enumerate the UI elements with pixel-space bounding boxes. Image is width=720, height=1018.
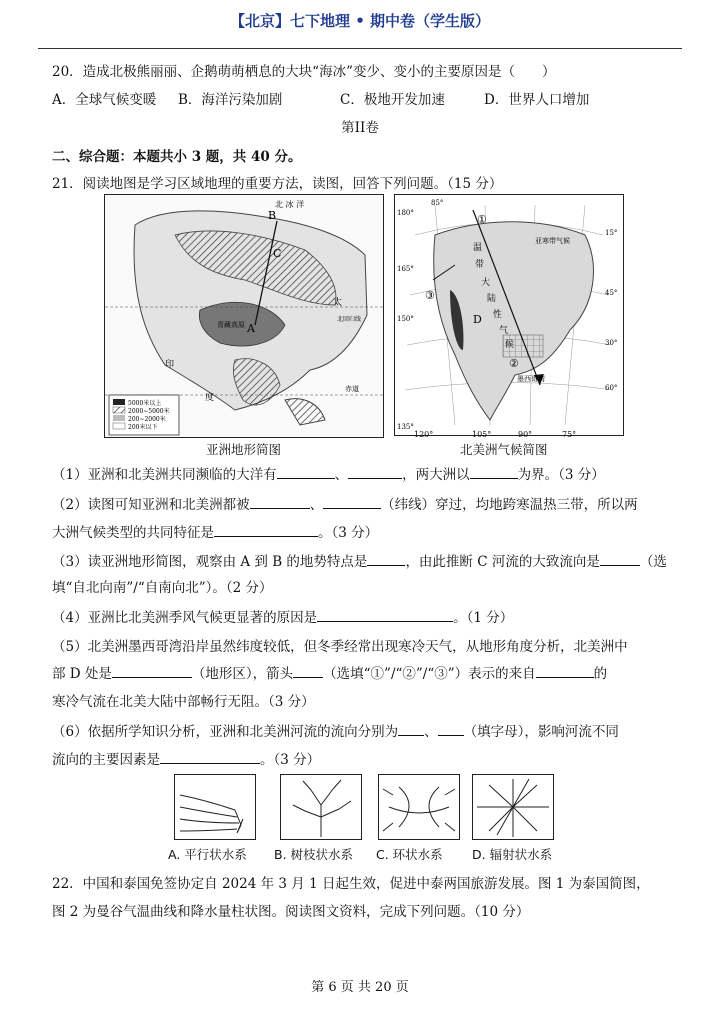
subarctic-label: 亚寒带气候: [535, 237, 570, 245]
drainage-annular-figure: [378, 774, 460, 840]
q21-part5-line2: 部 D 处是 （地形区），箭头 （选填“①”/“②”/“③”）表示的来自 的: [52, 666, 608, 682]
legend-item-4: 200米以下: [128, 424, 158, 431]
climate-char-3: 大: [481, 278, 491, 288]
asia-label-a: A: [247, 322, 255, 335]
drainage-radial-figure: [472, 774, 554, 840]
q20-option-c: C．极地开发加速: [340, 92, 445, 108]
q21-part6-line2: 流向的主要因素是 。（3 分）: [52, 752, 321, 768]
page-header: 【北京】七下地理 • 期中卷（学生版）: [229, 12, 491, 30]
asia-label-c: C: [273, 247, 282, 260]
q21-part2-line1: （2）读图可知亚洲和北美洲都被 、 （纬线）穿过，均地跨寒温热三带，所以两: [52, 497, 638, 513]
volume-title: 第II卷: [341, 120, 379, 136]
asia-terrain-map: [104, 194, 384, 438]
tibet-label: 青藏高原: [217, 321, 245, 329]
q21-part6-line1: （6）依据所学知识分析，亚洲和北美洲河流的流向分别为 、 （填字母），影响河流不同: [52, 724, 619, 740]
na-lon-90: 90°: [518, 430, 533, 439]
equator-label: 赤道: [345, 385, 359, 393]
drainage-caption-b: B. 树枝状水系: [274, 847, 354, 862]
lon-180: 180°: [397, 209, 414, 217]
arctic-ocean-label: 北 冰 洋: [275, 200, 305, 209]
drainage-dendritic-figure: [280, 774, 362, 840]
climate-char-7: 候: [505, 340, 515, 350]
gulf-label: 墨西哥湾: [517, 375, 545, 383]
na-label-d: D: [473, 313, 482, 326]
north-america-climate-map: [394, 194, 624, 436]
legend-item-3: 200~2000米: [128, 416, 166, 423]
legend-item-1: 5000米以上: [128, 400, 162, 407]
lat-30: 30°: [605, 339, 618, 347]
climate-char-4: 陆: [487, 294, 497, 304]
climate-char-1: 温: [473, 243, 483, 253]
q20-option-d: D．世界人口增加: [484, 92, 590, 108]
climate-char-2: 带: [475, 260, 485, 270]
legend-item-2: 2000~5000米: [128, 408, 170, 415]
lat-45: 45°: [605, 289, 618, 297]
pacific-label: 太: [333, 298, 343, 308]
q21-part4: （4）亚洲比北美洲季风气候更显著的原因是 。（1 分）: [52, 610, 514, 626]
arrow-3-label: ③: [425, 289, 435, 302]
asia-label-b: B: [268, 209, 277, 222]
na-lon-75: 75°: [562, 430, 577, 439]
lon-85: 85°: [431, 199, 444, 207]
q22-line2: 图 2 为曼谷气温曲线和降水量柱状图。阅读图文资料，完成下列问题。（10 分）: [52, 904, 530, 920]
q22-line1: 22．中国和泰国免签协定自 2024 年 3 月 1 日起生效，促进中泰两国旅游发展。图 1 为泰国简图，: [52, 876, 650, 892]
q21-part1: （1）亚洲和北美洲共同濒临的大洋有 、 ，两大洲以 为界。（3 分）: [52, 467, 605, 483]
header-divider: [38, 48, 682, 49]
lat-15: 15°: [605, 229, 618, 237]
asia-map-caption: 亚洲地形简图: [206, 442, 282, 457]
indian-ocean-label-2: 度: [205, 393, 215, 403]
q21-part5-line3: 寒冷气流在北美大陆中部畅行无阻。（3 分）: [52, 694, 315, 710]
tropic-label: 北回归线: [337, 316, 362, 323]
drainage-parallel-figure: [174, 774, 256, 840]
q20-stem: 20．造成北极熊丽丽、企鹅萌萌栖息的大块“海冰”变少、变小的主要原因是（ ）: [52, 64, 556, 80]
na-lon-105: 105°: [472, 430, 492, 439]
na-lon-120: 120°: [414, 430, 434, 439]
q21-part2-line2: 大洲气候类型的共同特征是 。（3 分）: [52, 525, 379, 541]
drainage-caption-c: C. 环状水系: [376, 847, 443, 862]
page-footer: 第 6 页 共 20 页: [311, 980, 409, 995]
q21-part3-line1: （3）读亚洲地形简图，观察由 A 到 B 的地势特点是 ，由此推断 C 河流的大致流向是 （选: [52, 554, 667, 570]
section-title: 二、综合题：本题共小 3 题，共 40 分。: [52, 149, 302, 165]
climate-char-5: 性: [493, 310, 503, 320]
arrow-2-label: ②: [509, 357, 519, 370]
lon-165: 165°: [397, 265, 414, 273]
lon-150: 150°: [397, 315, 414, 323]
q21-stem: 21．阅读地图是学习区域地理的重要方法，读图，回答下列问题。（15 分）: [52, 176, 503, 192]
na-map-caption: 北美洲气候简图: [460, 442, 548, 457]
drainage-caption-a: A. 平行状水系: [168, 847, 247, 862]
lon-135: 135°: [397, 423, 414, 431]
indian-ocean-label-1: 印: [165, 360, 175, 370]
arrow-1-label: ①: [477, 213, 487, 226]
q21-part3-line2: 填“自北向南”/“自南向北”）。（2 分）: [52, 580, 273, 596]
q20-option-a: A．全球气候变暖: [52, 92, 157, 108]
lat-60: 60°: [605, 384, 618, 392]
climate-char-6: 气: [499, 326, 509, 336]
q20-option-b: B．海洋污染加剧: [178, 92, 283, 108]
q21-part5-line1: （5）北美洲墨西哥湾沿岸虽然纬度较低，但冬季经常出现寒冷天气，从地形角度分析，北美洲中: [52, 639, 628, 655]
drainage-caption-d: D. 辐射状水系: [472, 847, 553, 862]
